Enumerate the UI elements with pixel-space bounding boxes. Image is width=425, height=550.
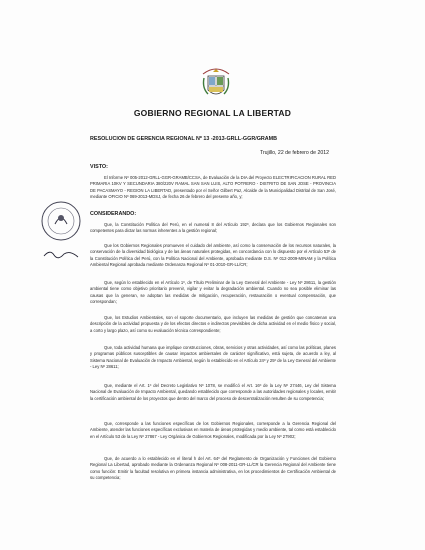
peru-coat-of-arms-icon	[199, 62, 233, 102]
body-paragraph: Que, corresponde a las funciones específicas de los Gobiernos Regionales, corresponde a la Gerencia Regional del Ambiente, atender las funciones específicas exclusivas en materia de áreas protegidas y medio ambiente, tal como está establecido en el Artículo 53 de la Ley Nº 27867 - Ley Orgánica de Gobiernos Regionales, modificada por la Ley Nº 27902;	[90, 421, 336, 439]
considerando-heading: CONSIDERANDO:	[90, 211, 137, 217]
body-paragraph: Que, la Constitución Política del Perú, en el numeral 8 del Artículo 192º, declara que los Gobiernos Regionales son competentes para dictar las normas inherentes a la gestión regional;	[90, 222, 336, 234]
visto-heading: VISTO:	[90, 164, 108, 170]
body-paragraph: Que, toda actividad humana que implique construcciones, obras, servicios y otras actividades, así como las políticas, planes y programas públicos susceptibles de causar impactos ambientales de carácter significativo, está sujeta, de acuerdo a ley, al Sistema Nacional de Evaluación de Impacto Ambiental, según lo establecido en el Artículo 24º y 25º de la Ley General del Ambiente - Ley Nº 28611;	[90, 345, 336, 369]
official-seal-stamp	[40, 200, 82, 242]
handwritten-signature	[42, 248, 82, 260]
body-paragraph: Que, los Estudios Ambientales, son el soporte documentario, que incluyen las medidas de gestión que concatenan una descripción de la actividad propuesta y de los efectos directos e indirectos previsibles de dicha actividad en el medio físico y social, a corto y largo plazo, así como su evaluación técnica correspondiente;	[90, 315, 336, 333]
resolution-number: RESOLUCION DE GERENCIA REGIONAL Nº 13 -2013-GRLL-GGR/GRAMB	[90, 136, 278, 142]
resolution-date: Trujillo, 22 de febrero de 2012	[259, 150, 329, 156]
body-paragraph: Que, según lo establecido en el Artículo 1º, de Título Preliminar de la Ley General del Ambiente - Ley Nº 28611, la gestión ambiental tiene como objetivo prioritario prevenir, vigilar y evitar la degradación ambiental. Cuando no sea posible eliminar las causas que la generan, se adoptan las medidas de mitigación, recuperación, restauración o eventual compensación, que correspondan;	[90, 280, 336, 304]
visto-paragraph: El Informe Nº 005-2012-GRLL-GGR-GRAMB/CCSA, de Evaluación de la DIA del Proyecto ELECTRIFICACION RURAL RED PRIMARIA 10KV Y SECUNDARIA 380/220V RAMAL SAN SAN LUIS, ALTO POTRERO - DISTRITO DE SAN JOSE - PROVINCIA DE PACASMAYO - REGION LA LIBERTAD, presentado por el Señor Gilbert Paz, Alcalde de la Municipalidad Distrital de San José, mediante OFICIO Nº 069-2013-MDSJ, de fecha 26 de febrero del presente año, y;	[90, 175, 336, 199]
body-paragraph: Que, de acuerdo a lo establecido en el literal h del Art. 64º del Reglamento de Organización y Funciones del Gobierno Regional La Libertad, aprobado mediante la Ordenanza Regional Nº 008-2011-GR-LL/CR la Gerencia Regional del Ambiente tiene como función: Emitir la facultad resolutiva en primera instancia administrativa, en los procedimientos de Certificación Ambiental de su competencia;	[90, 456, 336, 480]
body-paragraph: Que los Gobiernos Regionales promueven el cuidado del ambiente, así como la conservación de los recursos naturales, la conservación de la diversidad biológica y de las áreas naturales protegidas, en concordancia con lo dispuesto por el Artículo 53º de la Constitución Política del Perú, con la Política Nacional del Ambiente, aprobada mediante D.S. Nº 012-2009-MINAM y la Política Ambiental Regional aprobada mediante Ordenanza Regional Nº 01-2010-GR-LL/CR;	[90, 243, 336, 267]
body-paragraph: Que, mediante el Art. 1º del Decreto Legislativo Nº 1078, se modificó el Art. 16º de la Ley Nº 27446, Ley del Sistema Nacional de Evaluación de Impacto Ambiental, quedando establecido que corresponde a las autoridades regionales y locales, emitir la certificación ambiental de los proyectos que dentro del marco del proceso de descentralización resulten de su competencia;	[90, 383, 336, 401]
issuer-title: GOBIERNO REGIONAL LA LIBERTAD	[133, 108, 292, 118]
